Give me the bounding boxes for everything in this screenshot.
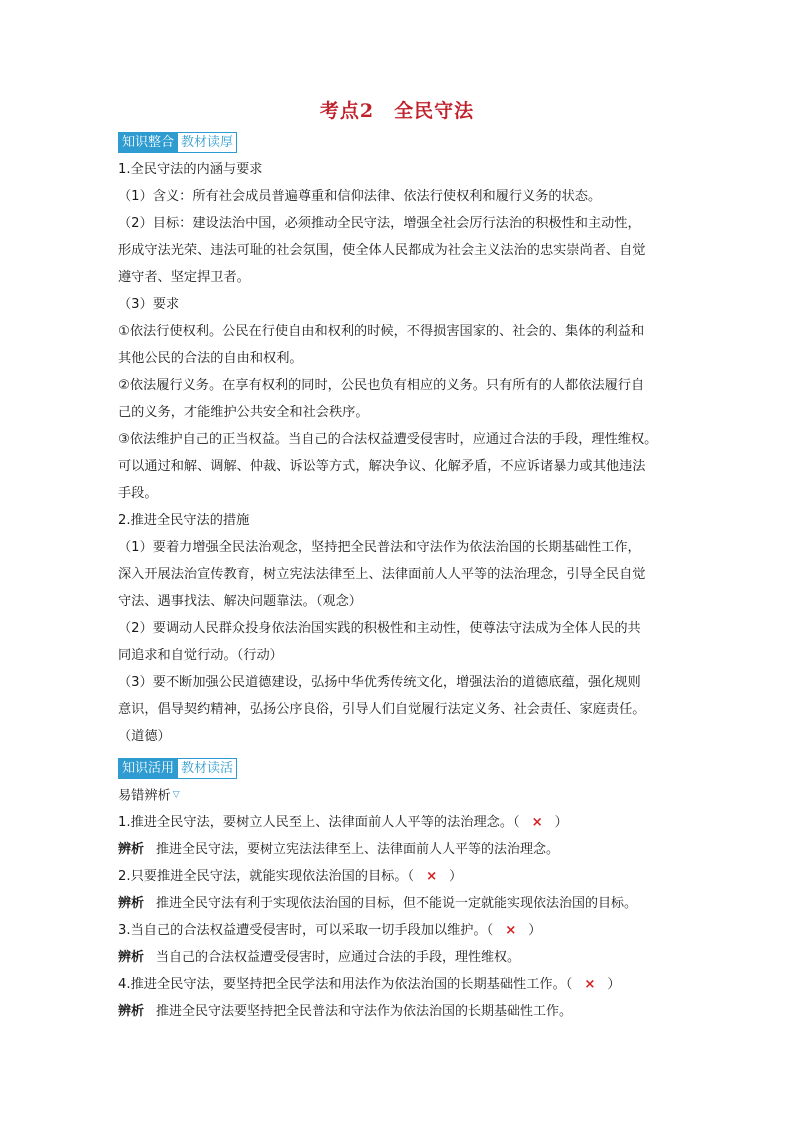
- question-item: [118, 863, 678, 890]
- text-line: 形成守法光荣、违法可耻的社会氛围，使全体人民都成为社会主义法治的忠实崇尚者、自觉: [118, 243, 646, 258]
- text-line: 深入开展法治宣传教育，树立宪法法律至上、法律面前人人平等的法治理念，引导全民自觉: [118, 567, 646, 582]
- text-line: 其他公民的合法的自由和权利。: [118, 351, 303, 366]
- badge-label-primary: 知识整合: [118, 132, 178, 153]
- paren-close: ）: [528, 923, 542, 938]
- text-line: 2.推进全民守法的措施: [118, 513, 250, 528]
- section-error-analysis: [118, 782, 678, 1025]
- question-item: [118, 917, 678, 944]
- error-analysis-label: 易错辨析: [118, 788, 171, 804]
- text-line: 同追求和自觉行动。（行动）: [118, 648, 283, 663]
- text-line: （道德）: [118, 729, 171, 744]
- text-line: ③依法维护自己的正当权益。当自己的合法权益遭受侵害时，应通过合法的手段，理性维权。: [118, 432, 658, 447]
- explanation-text: 推进全民守法要坚持把全民普法和守法作为依法治国的长期基础性工作。: [156, 1004, 573, 1019]
- text-line: 己的义务，才能维护公共安全和社会秩序。: [118, 405, 369, 420]
- paren-close: ）: [607, 977, 621, 992]
- paren-close: ）: [554, 815, 568, 830]
- badge-label-primary: 知识活用: [118, 758, 178, 779]
- wrong-mark-icon: ×: [505, 923, 517, 938]
- wrong-mark-icon: ×: [531, 815, 543, 830]
- section-knowledge-integration: [118, 156, 678, 750]
- explanation-text: 当自己的合法权益遭受侵害时，应通过合法的手段，理性维权。: [156, 950, 521, 965]
- wrong-mark-icon: ×: [426, 869, 438, 884]
- wrong-mark-icon: ×: [584, 977, 596, 992]
- page-title: 考点2 全民守法: [319, 100, 475, 122]
- text-line: ②依法履行义务。在享有权利的同时，公民也负有相应的义务。只有所有的人都依法履行自: [118, 378, 645, 393]
- explanation-item: [118, 890, 678, 917]
- text-line: 意识，倡导契约精神，弘扬公序良俗，引导人们自觉履行法定义务、社会责任、家庭责任。: [118, 702, 646, 717]
- text-line: （1）含义：所有社会成员普遍尊重和信仰法律、依法行使权利和履行义务的状态。: [118, 189, 602, 204]
- text-line: （1）要着力增强全民法治观念，坚持把全民普法和守法作为依法治国的长期基础性工作，: [118, 540, 641, 555]
- section-badge-application: [118, 758, 237, 777]
- badge-label-secondary: 教材读厚: [178, 132, 237, 153]
- explanation-item: [118, 944, 678, 971]
- explanation-item: [118, 836, 678, 863]
- text-line: ①依法行使权利。公民在行使自由和权利的时候，不得损害国家的、社会的、集体的利益和: [118, 324, 645, 339]
- text-line: 手段。: [118, 486, 158, 501]
- text-line: 1.全民守法的内涵与要求: [118, 162, 263, 177]
- explanation-text: 推进全民守法，要树立宪法法律至上、法律面前人人平等的法治理念。: [156, 842, 560, 857]
- text-line: 遵守者、坚定捍卫者。: [118, 270, 250, 285]
- explanation-label: 辨析: [118, 842, 145, 857]
- explanation-text: 推进全民守法有利于实现依法治国的目标，但不能说一定就能实现依法治国的目标。: [156, 896, 638, 911]
- text-line: 可以通过和解、调解、仲裁、诉讼等方式，解决争议、化解矛盾，不应诉诸暴力或其他违法: [118, 459, 646, 474]
- text-line: （3）要不断加强公民道德建设，弘扬中华优秀传统文化，增强法治的道德底蕴，强化规则: [118, 675, 641, 690]
- question-text: 3.当自己的合法权益遭受侵害时，可以采取一切手段加以维护。（: [118, 923, 494, 938]
- section-badge-integration: [118, 132, 237, 151]
- text-line: （2）目标：建设法治中国，必须推动全民守法，增强全社会厉行法治的积极性和主动性，: [118, 216, 641, 231]
- text-line: （2）要调动人民群众投身依法治国实践的积极性和主动性，使尊法守法成为全体人民的共: [118, 621, 641, 636]
- explanation-label: 辨析: [118, 1004, 145, 1019]
- explanation-label: 辨析: [118, 950, 145, 965]
- explanation-label: 辨析: [118, 896, 145, 911]
- question-text: 2.只要推进全民守法，就能实现依法治国的目标。（: [118, 869, 415, 884]
- question-item: [118, 971, 678, 998]
- question-text: 4.推进全民守法，要坚持把全民学法和用法作为依法治国的长期基础性工作。（: [118, 977, 573, 992]
- question-item: [118, 809, 678, 836]
- text-line: （3）要求: [118, 297, 180, 312]
- text-line: 守法、遇事找法、解决问题靠法。（观念）: [118, 594, 362, 609]
- badge-label-secondary: 教材读活: [178, 758, 237, 779]
- triangle-down-icon: ▽: [172, 790, 180, 800]
- question-text: 1.推进全民守法，要树立人民至上、法律面前人人平等的法治理念。（: [118, 815, 520, 830]
- explanation-item: [118, 998, 678, 1025]
- error-analysis-heading: [118, 782, 678, 809]
- paren-close: ）: [449, 869, 463, 884]
